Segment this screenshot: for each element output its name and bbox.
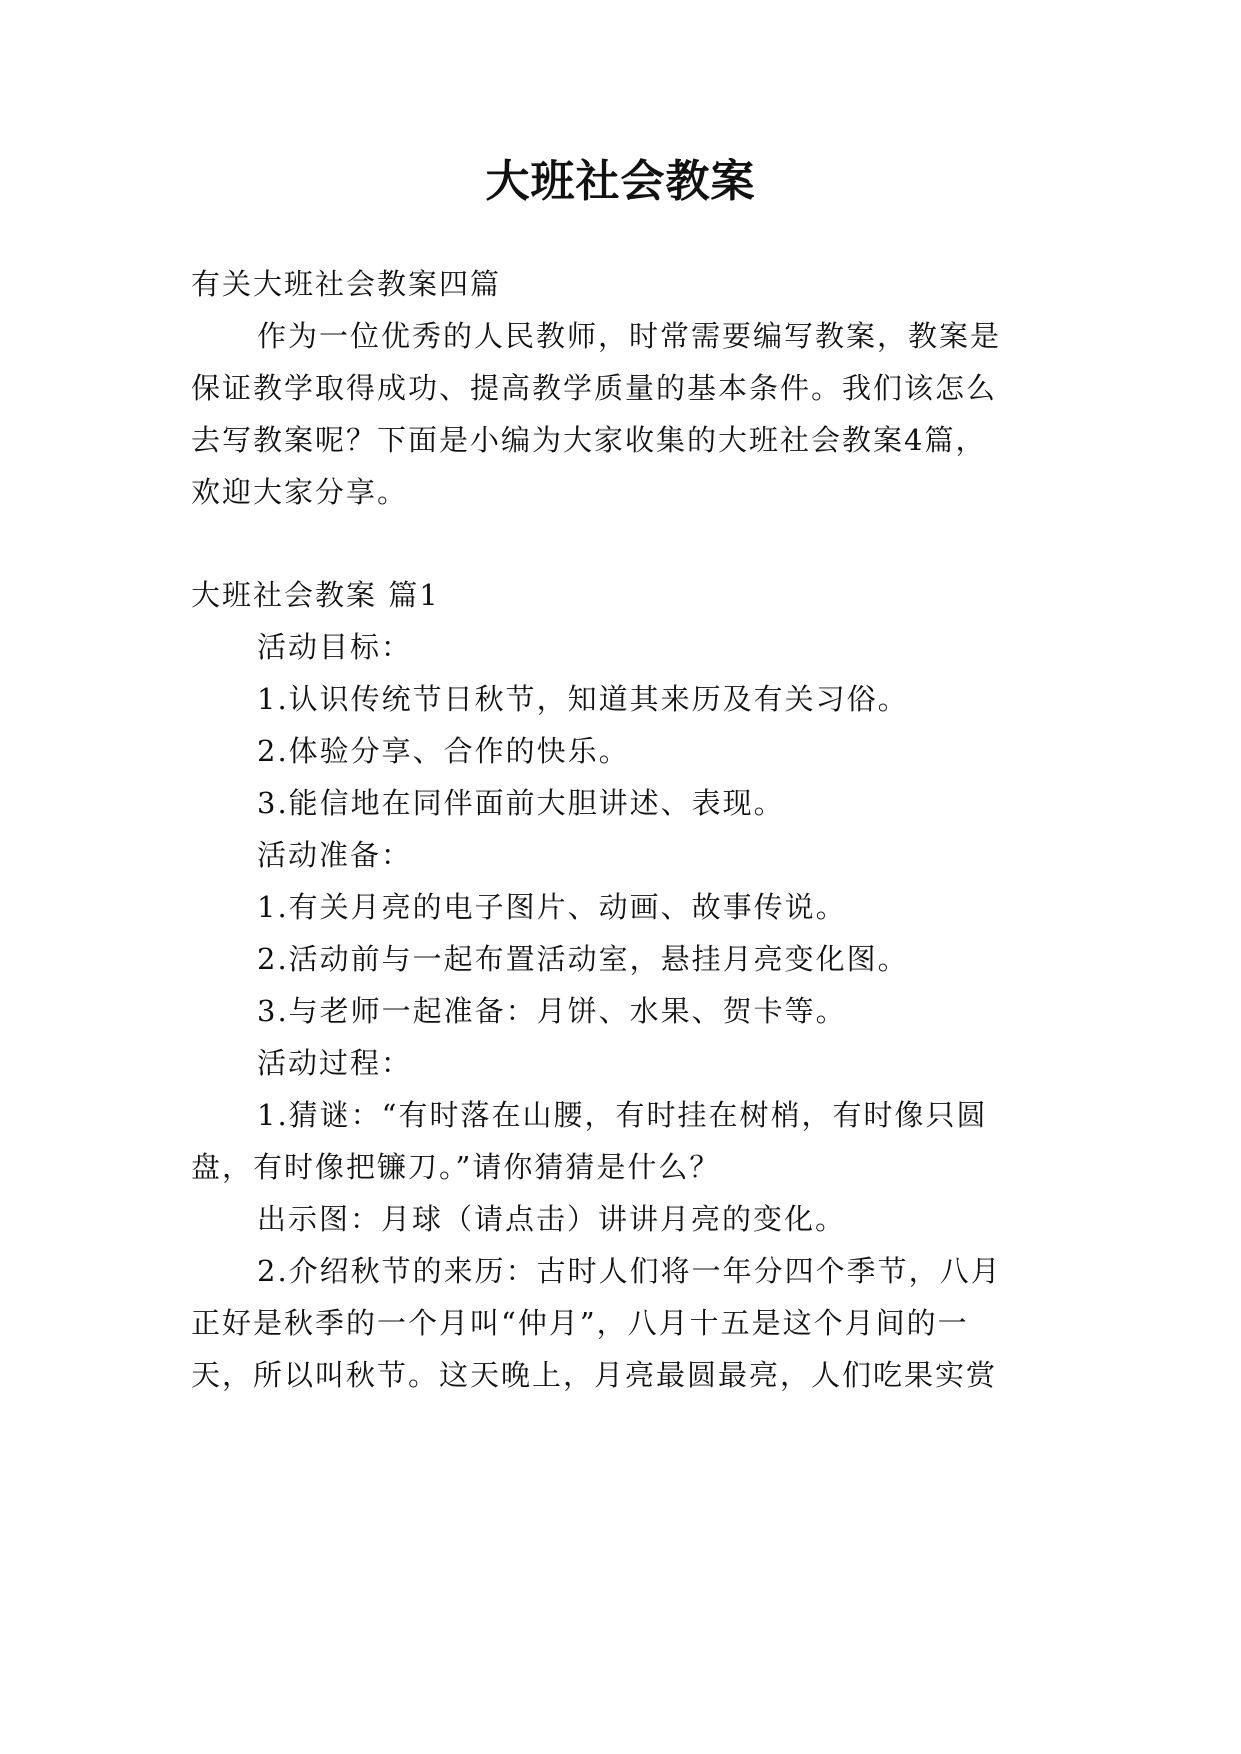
body-line: 3.与老师一起准备：月饼、水果、贺卡等。 xyxy=(257,994,847,1028)
body-line: 1.有关月亮的电子图片、动画、故事传说。 xyxy=(257,890,847,924)
intro-line: 欢迎大家分享。 xyxy=(191,475,409,509)
document-title: 大班社会教案 xyxy=(485,156,756,207)
body-line: 天，所以叫秋节。这天晚上，月亮最圆最亮，人们吃果实赏 xyxy=(191,1358,998,1392)
body-line: 2.介绍秋节的来历：古时人们将一年分四个季节，八月 xyxy=(257,1254,1002,1288)
section-heading: 大班社会教案 篇1 xyxy=(191,578,440,612)
intro-line: 作为一位优秀的人民教师，时常需要编写教案，教案是 xyxy=(257,319,1002,353)
body-line: 2.活动前与一起布置活动室，悬挂月亮变化图。 xyxy=(257,942,909,976)
intro-line: 去写教案呢？下面是小编为大家收集的大班社会教案4篇， xyxy=(191,423,987,457)
body-line: 活动过程： xyxy=(257,1046,413,1080)
body-line: 1.认识传统节日秋节，知道其来历及有关习俗。 xyxy=(257,682,909,716)
body-line: 活动准备： xyxy=(257,838,413,872)
document-subtitle: 有关大班社会教案四篇 xyxy=(191,267,502,301)
body-line: 1.猜谜：“有时落在山腰，有时挂在树梢，有时像只圆 xyxy=(257,1098,988,1132)
body-line: 出示图：月球（请点击）讲讲月亮的变化。 xyxy=(257,1202,847,1236)
body-line: 活动目标： xyxy=(257,630,413,664)
body-line: 正好是秋季的一个月叫“仲月”，八月十五是这个月间的一 xyxy=(191,1306,969,1340)
intro-line: 保证教学取得成功、提高教学质量的基本条件。我们该怎么 xyxy=(191,371,998,405)
body-line: 3.能信地在同伴面前大胆讲述、表现。 xyxy=(257,786,785,820)
body-line: 盘，有时像把镰刀。”请你猜猜是什么？ xyxy=(191,1150,721,1184)
body-line: 2.体验分享、合作的快乐。 xyxy=(257,734,630,768)
